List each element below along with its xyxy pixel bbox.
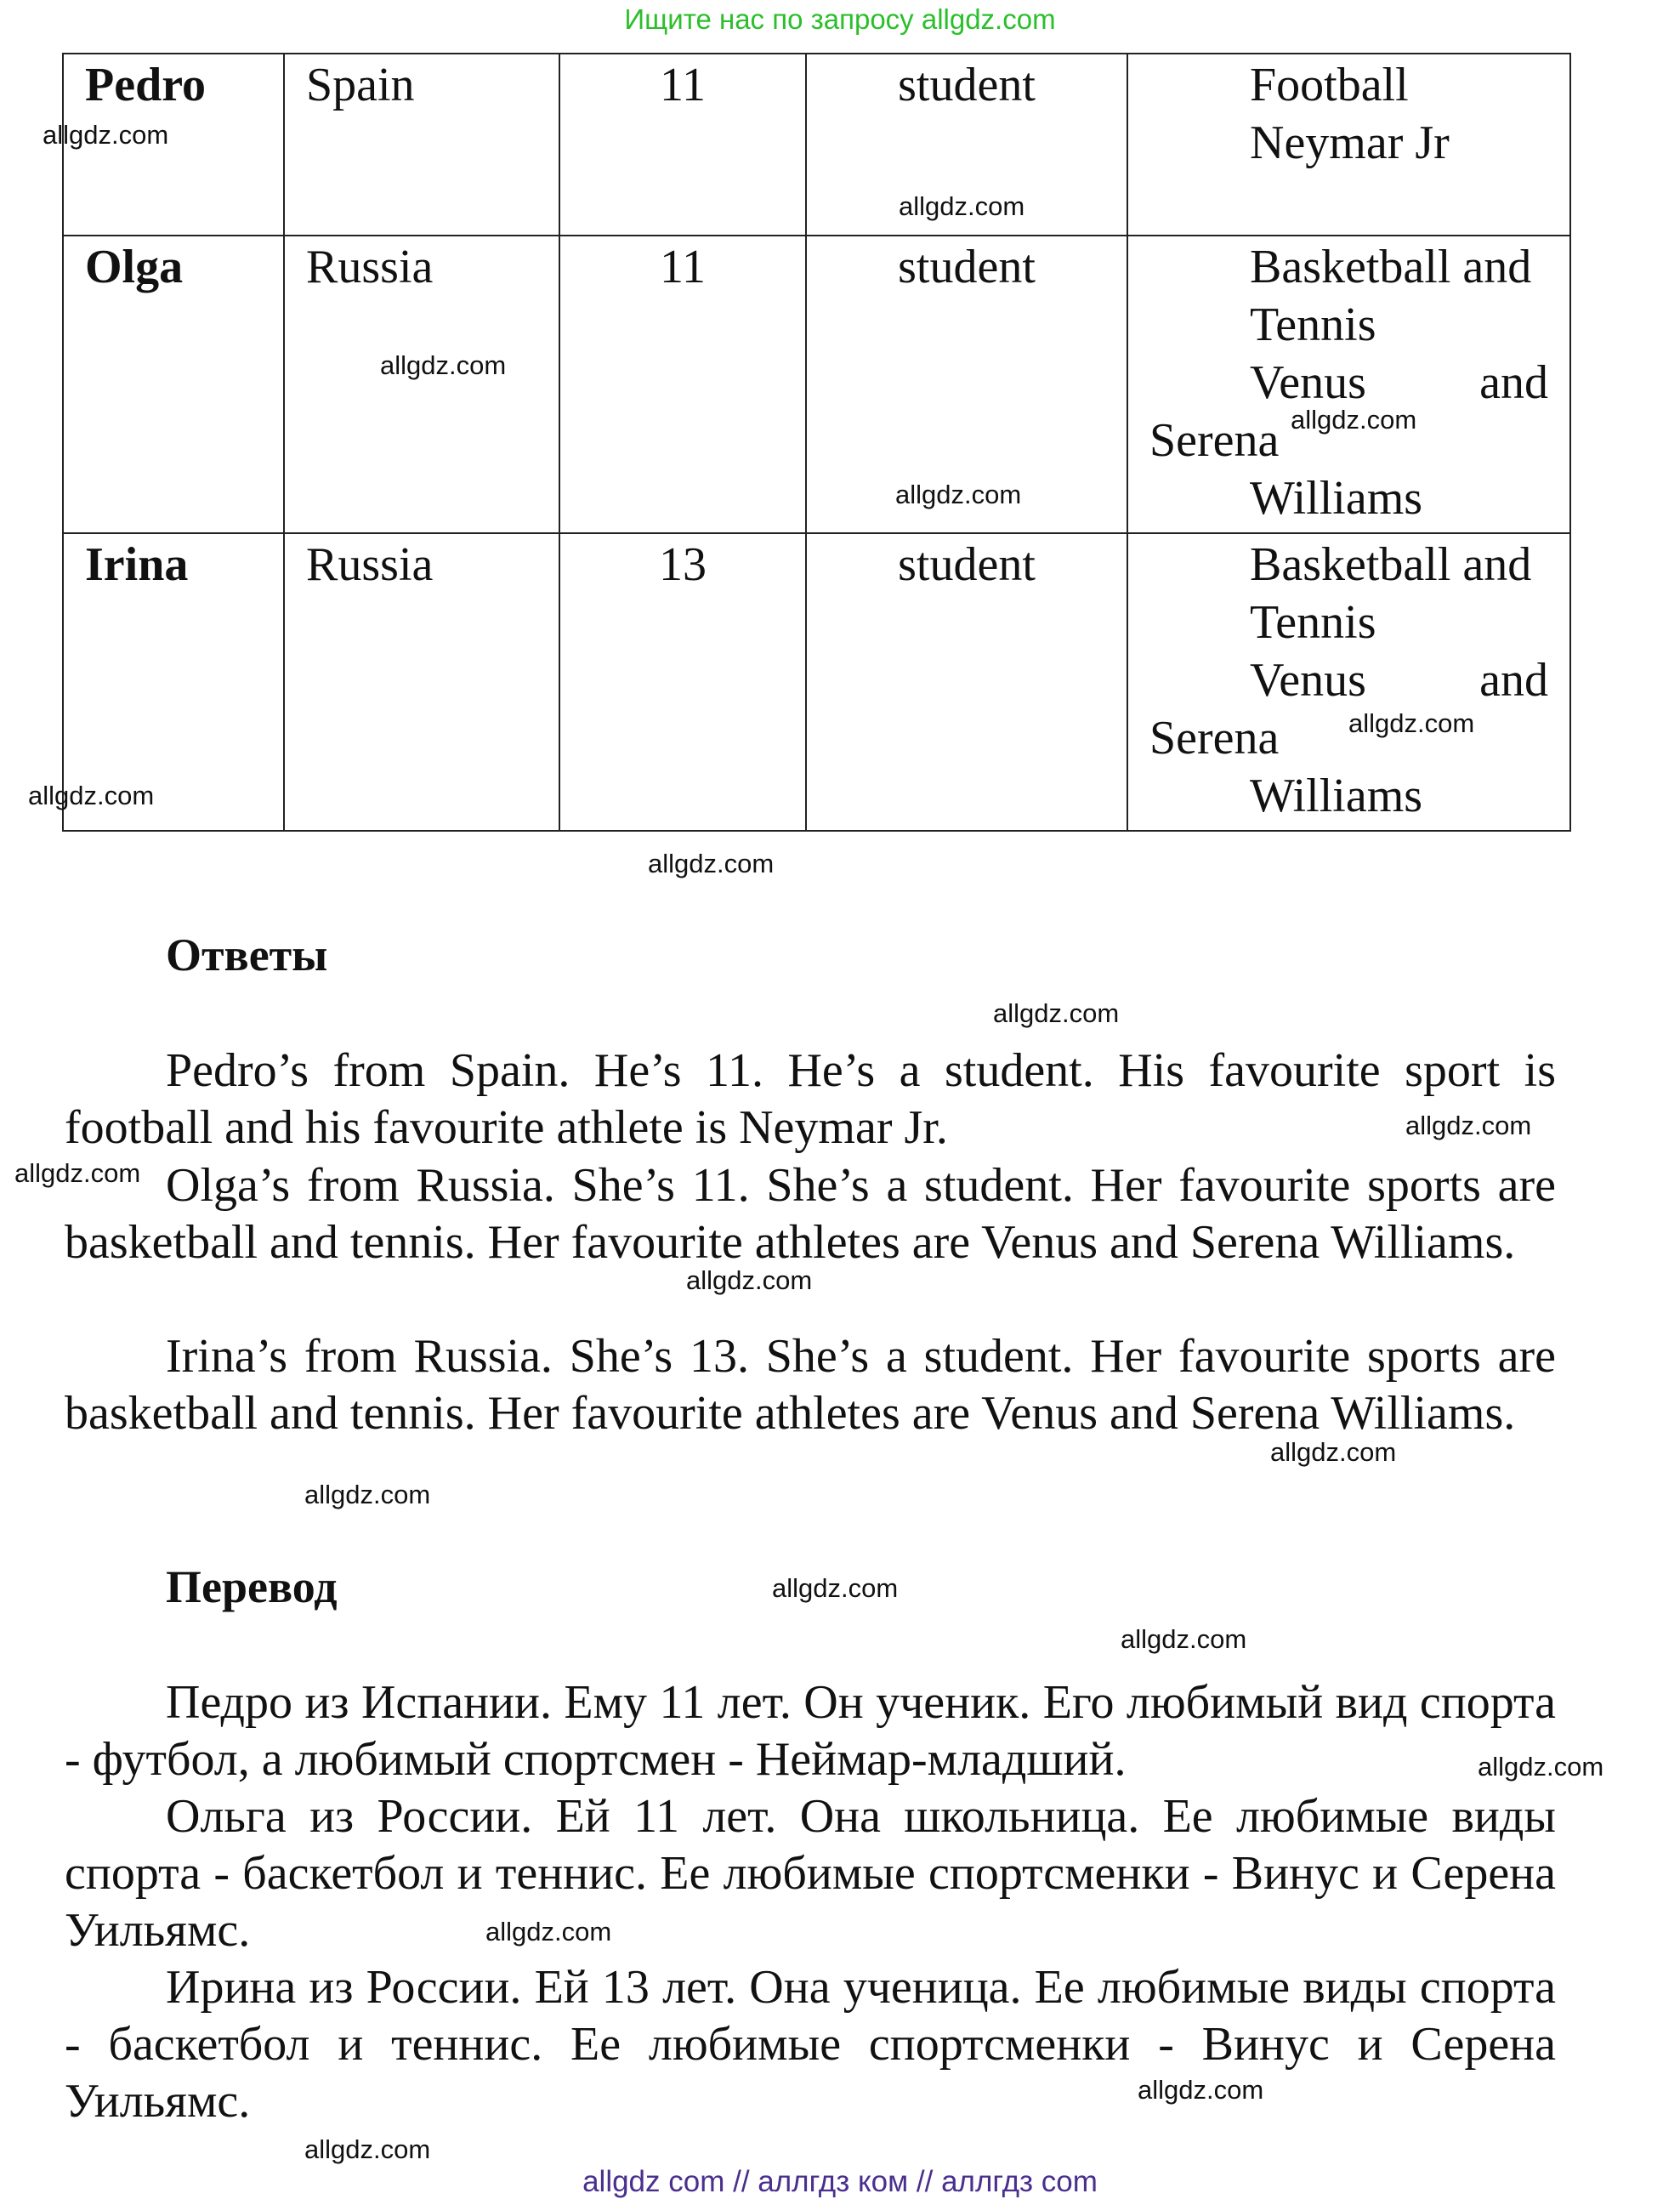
- watermark: allgdz.com: [993, 998, 1120, 1028]
- watermark: allgdz.com: [1405, 1111, 1532, 1140]
- job-cell: student: [806, 54, 1127, 236]
- watermark: allgdz.com: [772, 1573, 899, 1603]
- translation-heading: Перевод: [166, 1561, 338, 1612]
- answer-paragraph: Olga’s from Russia. She’s 11. She’s a student. Her favourite sports are basketball and tennis. Her favourite athletes are Venus and Serena Williams.: [65, 1159, 1556, 1269]
- watermark: allgdz.com: [1270, 1437, 1397, 1467]
- name-cell: Pedro: [63, 54, 284, 236]
- country-cell: Spain: [284, 54, 559, 236]
- athlete-serena: Serena: [1149, 414, 1280, 467]
- athlete-serena: Serena: [1149, 712, 1280, 764]
- answers-heading: Ответы: [166, 929, 328, 980]
- favourite-athlete: [1149, 354, 1548, 412]
- watermark: allgdz.com: [1121, 1624, 1247, 1654]
- athlete-and: and: [1479, 654, 1548, 707]
- watermark: allgdz.com: [14, 1158, 141, 1188]
- answer-paragraph: Pedro’s from Spain. He’s 11. He’s a student. His favourite sport is football and his favourite athlete is Neymar Jr.: [65, 1044, 1556, 1154]
- athlete-venus: Venus: [1250, 356, 1366, 409]
- watermark: allgdz.com: [895, 480, 1022, 509]
- watermark: allgdz.com: [1291, 405, 1417, 435]
- athlete-williams: Williams: [1250, 472, 1423, 525]
- answer-paragraph: Irina’s from Russia. She’s 13. She’s a student. Her favourite sports are basketball and tennis. Her favourite athletes are Venus and Serena Williams.: [65, 1330, 1556, 1440]
- translation-paragraph: Педро из Испании. Ему 11 лет. Он ученик. Его любимый вид спорта - футбол, а любимый спортсмен - Неймар-младший.: [65, 1676, 1556, 1786]
- favourite-athlete: [1149, 651, 1548, 709]
- favourite-cell: [1127, 54, 1570, 236]
- favourite-cell: [1127, 533, 1570, 831]
- favourite-sport: Basketball and: [1250, 241, 1532, 293]
- favourite-athlete: Neymar Jr: [1250, 117, 1450, 169]
- watermark: allgdz.com: [899, 191, 1025, 221]
- favourite-sport: Tennis: [1250, 298, 1376, 351]
- table-row: [63, 236, 1570, 533]
- watermark: allgdz.com: [648, 849, 775, 878]
- athlete-williams: Williams: [1250, 770, 1423, 822]
- watermark: allgdz.com: [380, 350, 507, 380]
- name-cell: Irina: [63, 533, 284, 831]
- name-cell: Olga: [63, 236, 284, 533]
- age-cell: 13: [559, 533, 806, 831]
- watermark: allgdz.com: [686, 1265, 813, 1295]
- job-cell: student: [806, 533, 1127, 831]
- favourite-sport: Football: [1250, 59, 1409, 111]
- watermark: allgdz.com: [43, 120, 169, 150]
- watermark: allgdz.com: [1478, 1752, 1604, 1782]
- table-row: [63, 54, 1570, 236]
- watermark: allgdz.com: [1138, 2075, 1264, 2105]
- watermark: allgdz.com: [1348, 708, 1475, 738]
- job-cell: student: [806, 236, 1127, 533]
- top-banner[interactable]: Ищите нас по запросу allgdz.com: [624, 3, 1056, 35]
- favourite-sport: Tennis: [1250, 596, 1376, 649]
- age-cell: 11: [559, 54, 806, 236]
- translation-paragraph: Ирина из России. Ей 13 лет. Она ученица. Ее любимые виды спорта - баскетбол и теннис. Ее любимые спортсменки - Винус и Серена Уильямс.: [65, 1961, 1556, 2128]
- watermark: allgdz.com: [485, 1917, 612, 1946]
- watermark: allgdz.com: [304, 1480, 431, 1509]
- age-cell: 11: [559, 236, 806, 533]
- watermark: allgdz.com: [304, 2134, 431, 2164]
- athlete-and: and: [1479, 356, 1548, 409]
- translation-paragraph: Ольга из России. Ей 11 лет. Она школьница. Ее любимые виды спорта - баскетбол и теннис. Ее любимые спортсменки - Винус и Серена Уильямс.: [65, 1790, 1556, 1957]
- footer-links[interactable]: allgdz com // аллгдз ком // аллгдз com: [582, 2165, 1098, 2198]
- table-row: [63, 533, 1570, 831]
- info-table: [62, 53, 1571, 832]
- country-cell: Russia: [284, 533, 559, 831]
- athlete-venus: Venus: [1250, 654, 1366, 707]
- country-cell: Russia: [284, 236, 559, 533]
- favourite-cell: [1127, 236, 1570, 533]
- watermark: allgdz.com: [28, 781, 155, 810]
- favourite-sport: Basketball and: [1250, 538, 1532, 591]
